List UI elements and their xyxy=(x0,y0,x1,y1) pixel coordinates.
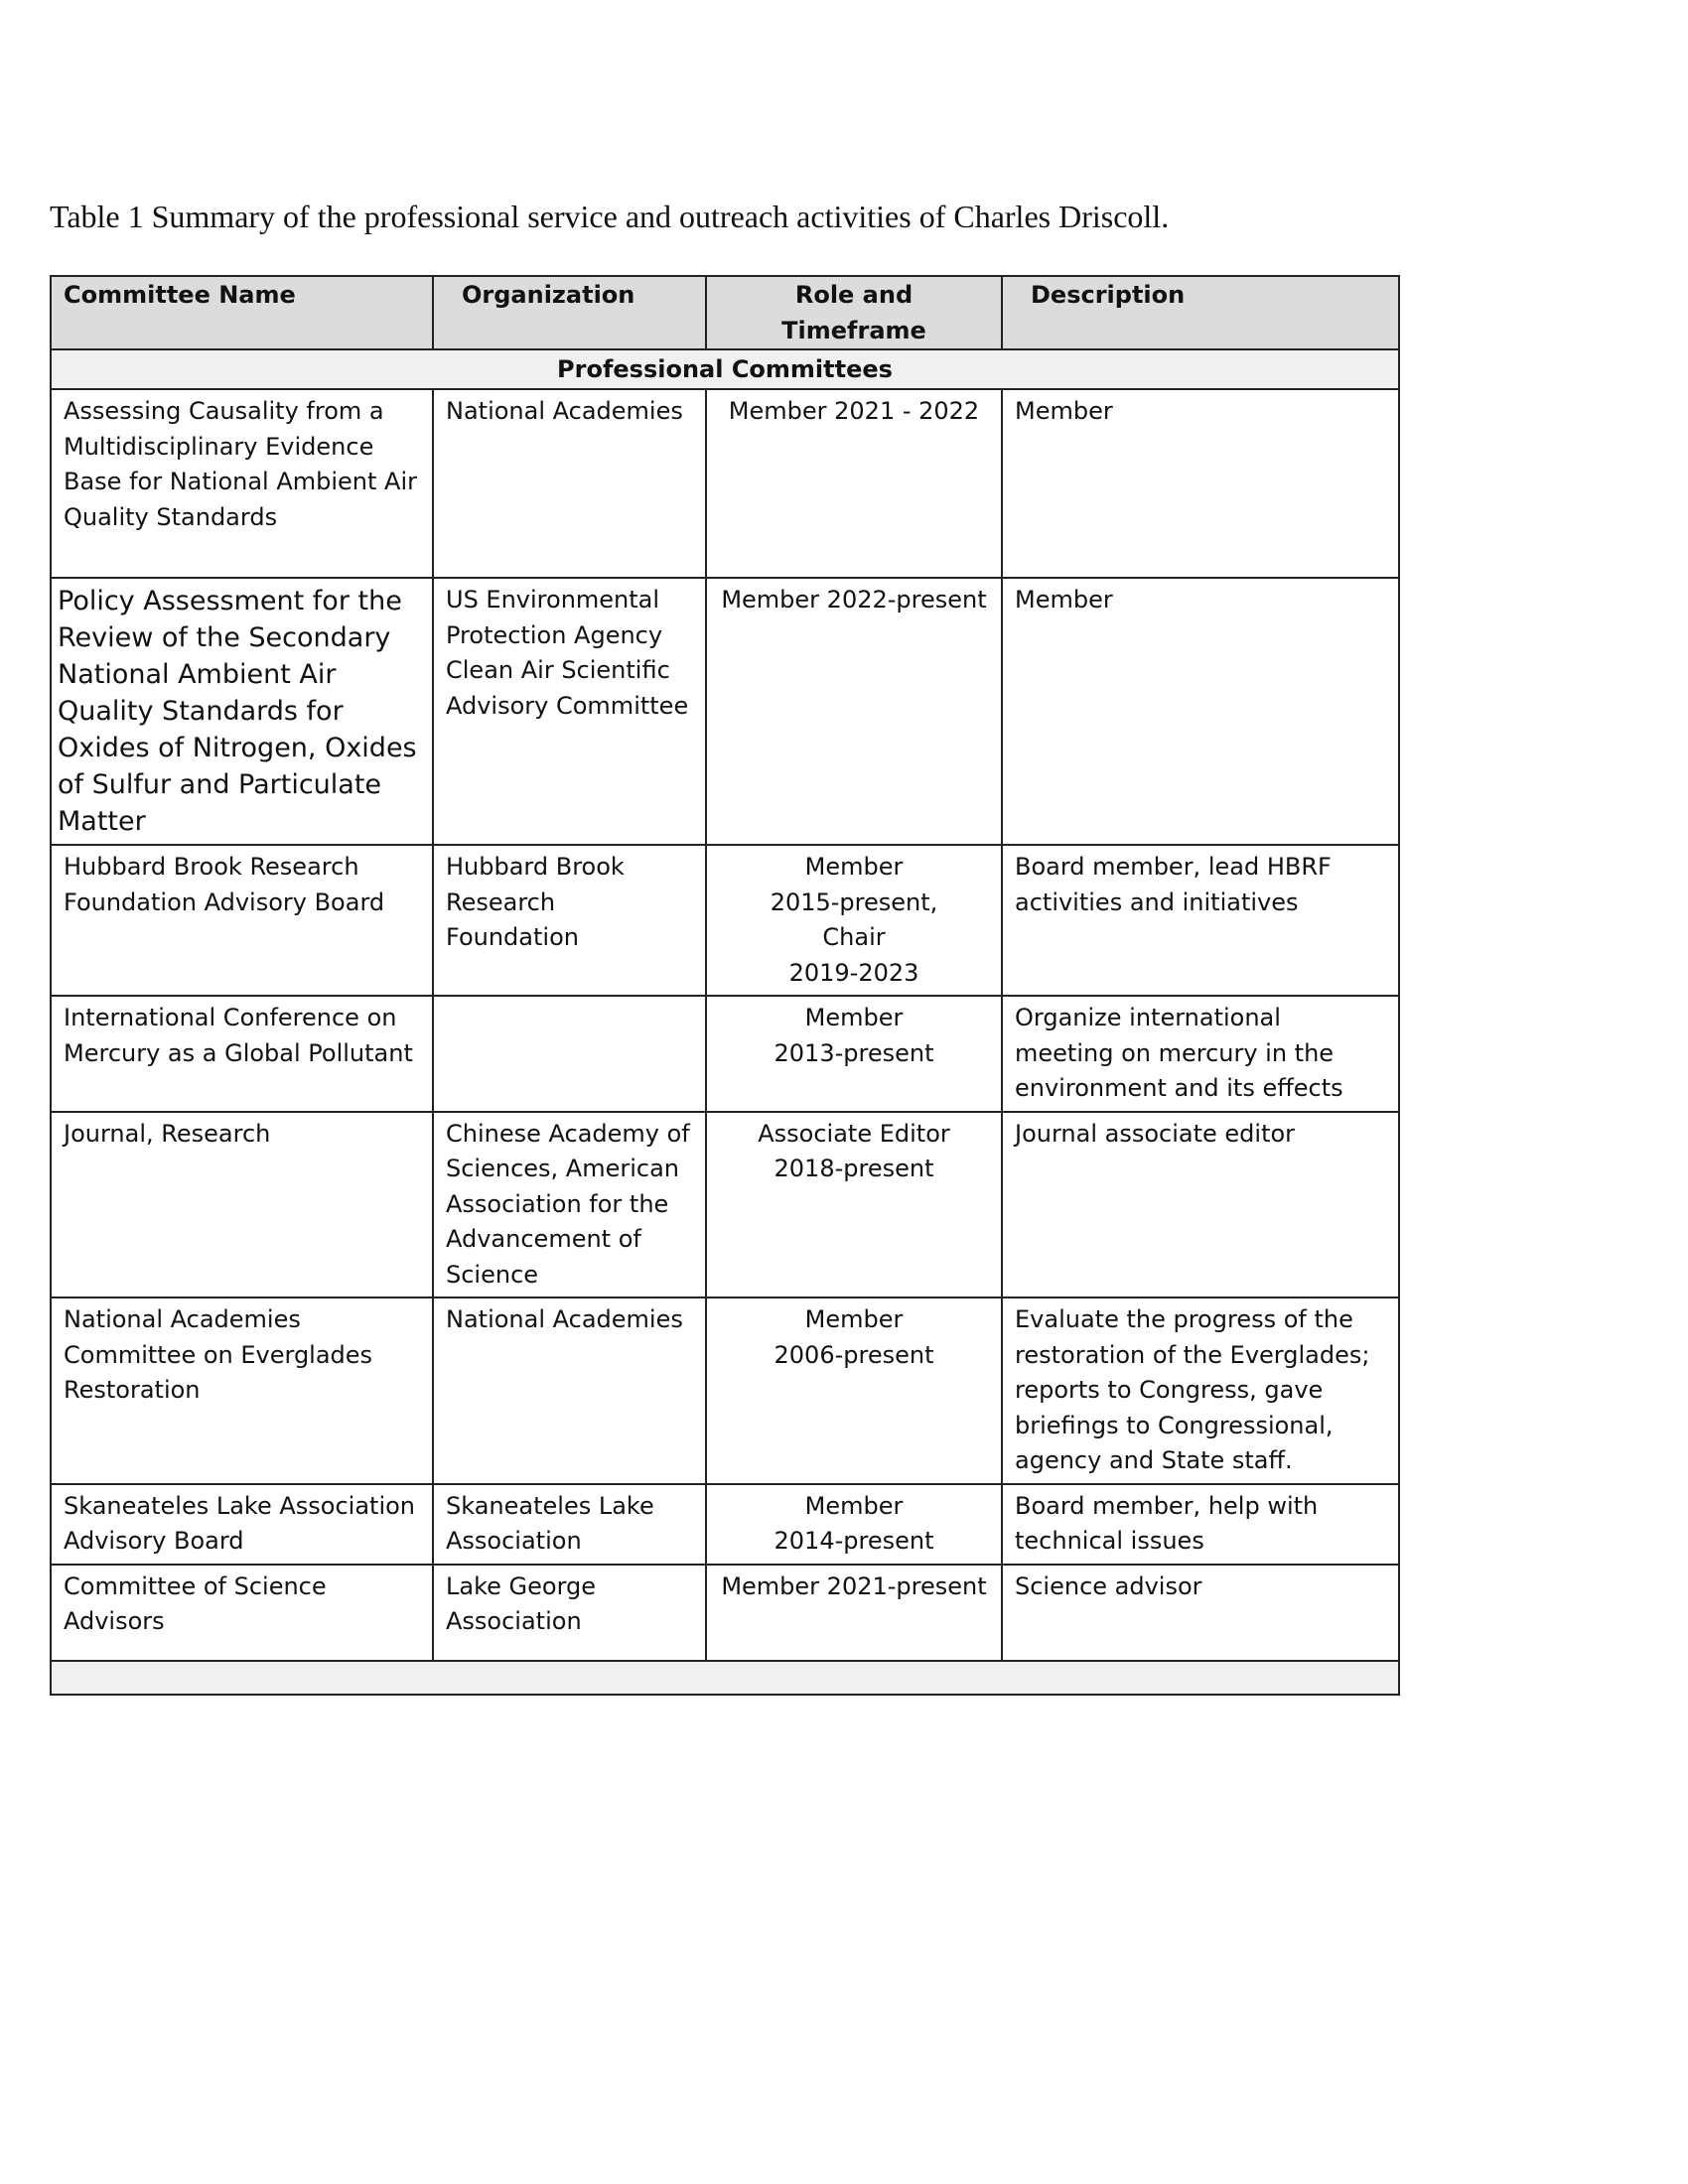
description-cell: Science advisor xyxy=(1002,1565,1399,1661)
table-row xyxy=(51,845,1399,996)
role-cell: Member 2021 - 2022 xyxy=(706,389,1002,578)
table-row xyxy=(51,1297,1399,1484)
committee-cell: Skaneateles Lake Association Advisory Board xyxy=(51,1484,433,1565)
committee-cell: International Conference on Mercury as a Global Pollutant xyxy=(51,996,433,1112)
table-row xyxy=(51,1565,1399,1661)
header-row xyxy=(51,276,1399,349)
committee-cell: National Academies Committee on Everglades Restoration xyxy=(51,1297,433,1484)
organization-cell: Skaneateles Lake Association xyxy=(433,1484,706,1565)
role-cell: Member 2022-present xyxy=(706,578,1002,845)
table-footer-cell xyxy=(51,1661,1399,1695)
committee-cell: Assessing Causality from a Multidisciplinary Evidence Base for National Ambient Air Quality Standards xyxy=(51,389,433,578)
table-row xyxy=(51,1484,1399,1565)
description-cell: Member xyxy=(1002,578,1399,845)
description-cell: Member xyxy=(1002,389,1399,578)
table-footer-row xyxy=(51,1661,1399,1695)
role-cell: Member 2021-present xyxy=(706,1565,1002,1661)
committee-cell: Committee of Science Advisors xyxy=(51,1565,433,1661)
role-cell: Member 2014-present xyxy=(706,1484,1002,1565)
organization-cell: Lake George Association xyxy=(433,1565,706,1661)
header-organization: Organization xyxy=(433,276,706,349)
description-cell: Evaluate the progress of the restoration of the Everglades; reports to Congress, gave briefings to Congressional, agency and State staff. xyxy=(1002,1297,1399,1484)
header-role: Role and Timeframe xyxy=(706,276,1002,349)
committee-cell: Hubbard Brook Research Foundation Advisory Board xyxy=(51,845,433,996)
description-cell: Board member, help with technical issues xyxy=(1002,1484,1399,1565)
description-cell: Organize international meeting on mercury in the environment and its effects xyxy=(1002,996,1399,1112)
description-cell: Journal associate editor xyxy=(1002,1112,1399,1298)
role-cell: Associate Editor 2018-present xyxy=(706,1112,1002,1298)
organization-cell: Chinese Academy of Sciences, American Association for the Advancement of Science xyxy=(433,1112,706,1298)
role-cell: Member 2013-present xyxy=(706,996,1002,1112)
role-cell: Member 2006-present xyxy=(706,1297,1002,1484)
organization-cell: National Academies xyxy=(433,389,706,578)
committee-cell xyxy=(51,578,433,845)
header-description: Description xyxy=(1002,276,1399,349)
section-title: Professional Committees xyxy=(51,349,1399,389)
description-cell: Board member, lead HBRF activities and initiatives xyxy=(1002,845,1399,996)
activities-table xyxy=(50,275,1400,1696)
header-committee-name: Committee Name xyxy=(51,276,433,349)
organization-cell: US Environmental Protection Agency Clean Air Scientific Advisory Committee xyxy=(433,578,706,845)
table-row xyxy=(51,578,1399,845)
organization-cell xyxy=(433,996,706,1112)
table-caption: Table 1 Summary of the professional service and outreach activities of Charles Driscoll. xyxy=(50,199,1170,234)
organization-cell: Hubbard Brook Research Foundation xyxy=(433,845,706,996)
section-row xyxy=(51,349,1399,389)
role-cell: Member 2015-present, Chair 2019-2023 xyxy=(706,845,1002,996)
committee-cell: Journal, Research xyxy=(51,1112,433,1298)
table-row xyxy=(51,1112,1399,1298)
table-row xyxy=(51,389,1399,578)
committee-text: Policy Assessment for the Review of the Secondary National Ambient Air Quality Standards for Oxides of Nitrogen, Oxides of Sulfur and Particulate Matter xyxy=(58,586,417,837)
table-row xyxy=(51,996,1399,1112)
organization-cell: National Academies xyxy=(433,1297,706,1484)
